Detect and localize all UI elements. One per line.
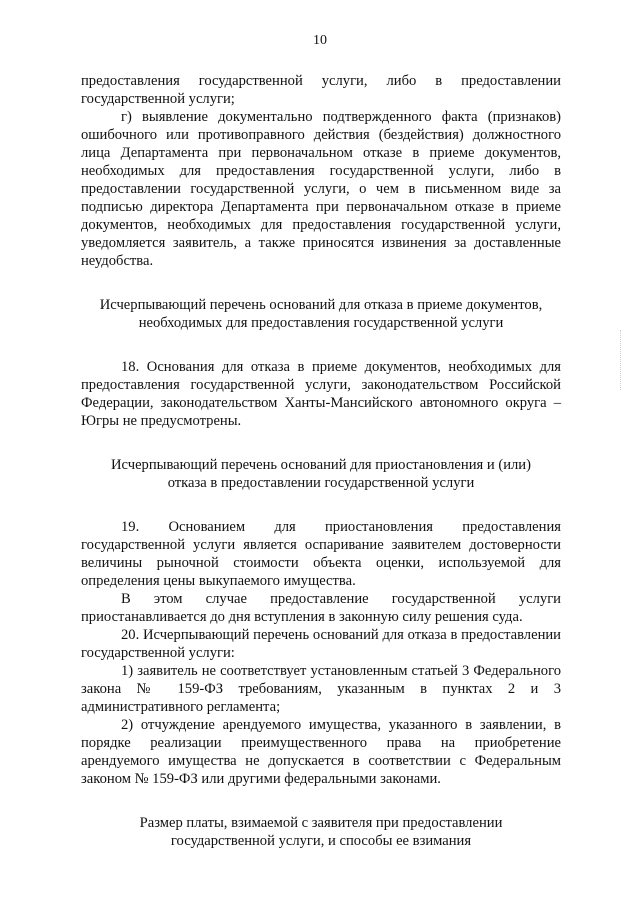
heading-line: Исчерпывающий перечень оснований для приостановления и (или)	[111, 457, 531, 473]
paragraph-18: 18. Основания для отказа в приеме документов, необходимых для предоставления государственной услуги, законодательством Российской Федерации, законодательством Ханты-Мансийского автономного округа – Югры не предусмотрены.	[81, 359, 561, 429]
heading-suspension-refusal	[81, 456, 561, 492]
heading-fee	[81, 814, 561, 850]
heading-refusal-acceptance	[81, 296, 561, 332]
paragraph-suspension-case: В этом случае предоставление государственной услуги приостанавливается до дня вступления в законную силу решения суда.	[81, 591, 561, 625]
heading-line: государственной услуги, и способы ее взимания	[170, 833, 472, 849]
paragraph-20: 20. Исчерпывающий перечень оснований для отказа в предоставлении государственной услуги:	[81, 627, 561, 661]
heading-line: Исчерпывающий перечень оснований для отказа в приеме документов,	[99, 297, 543, 313]
paragraph-20-item-2: 2) отчуждение арендуемого имущества, указанного в заявлении, в порядке реализации преимущественного права на приобретение арендуемого имущества не допускается в соответствии с Федеральным законом № 159-ФЗ или другими федеральными законами.	[81, 717, 561, 787]
scan-artifact	[620, 330, 623, 390]
page-number: 10	[313, 33, 327, 48]
paragraph-item-g: г) выявление документально подтвержденного факта (признаков) ошибочного или противоправного действия (бездействия) должностного лица Департамента при первоначальном отказе в приеме документов, необходимых для предоставления государственной услуги, либо в предоставлении государственной услуги, о чем в письменном виде за подписью директора Департамента при первоначальном отказе в приеме документов, необходимых для предоставления государственной услуги, уведомляется заявитель, а также приносятся извинения за доставленные неудобства.	[81, 109, 561, 269]
heading-line: Размер платы, взимаемой с заявителя при предоставлении	[139, 815, 503, 831]
heading-line: необходимых для предоставления государственной услуги	[138, 315, 504, 331]
document-body	[81, 72, 561, 850]
paragraph-19: 19. Основанием для приостановления предоставления государственной услуги является оспаривание заявителем достоверности величины рыночной стоимости объекта оценки, используемой для определения цены выкупаемого имущества.	[81, 519, 561, 589]
paragraph-20-item-1: 1) заявитель не соответствует установленным статьей 3 Федерального закона № 159-ФЗ требованиям, указанным в пунктах 2 и 3 административного регламента;	[81, 663, 561, 715]
paragraph-continuation: предоставления государственной услуги, либо в предоставлении государственной услуги;	[81, 73, 561, 107]
heading-line: отказа в предоставлении государственной услуги	[167, 475, 475, 491]
